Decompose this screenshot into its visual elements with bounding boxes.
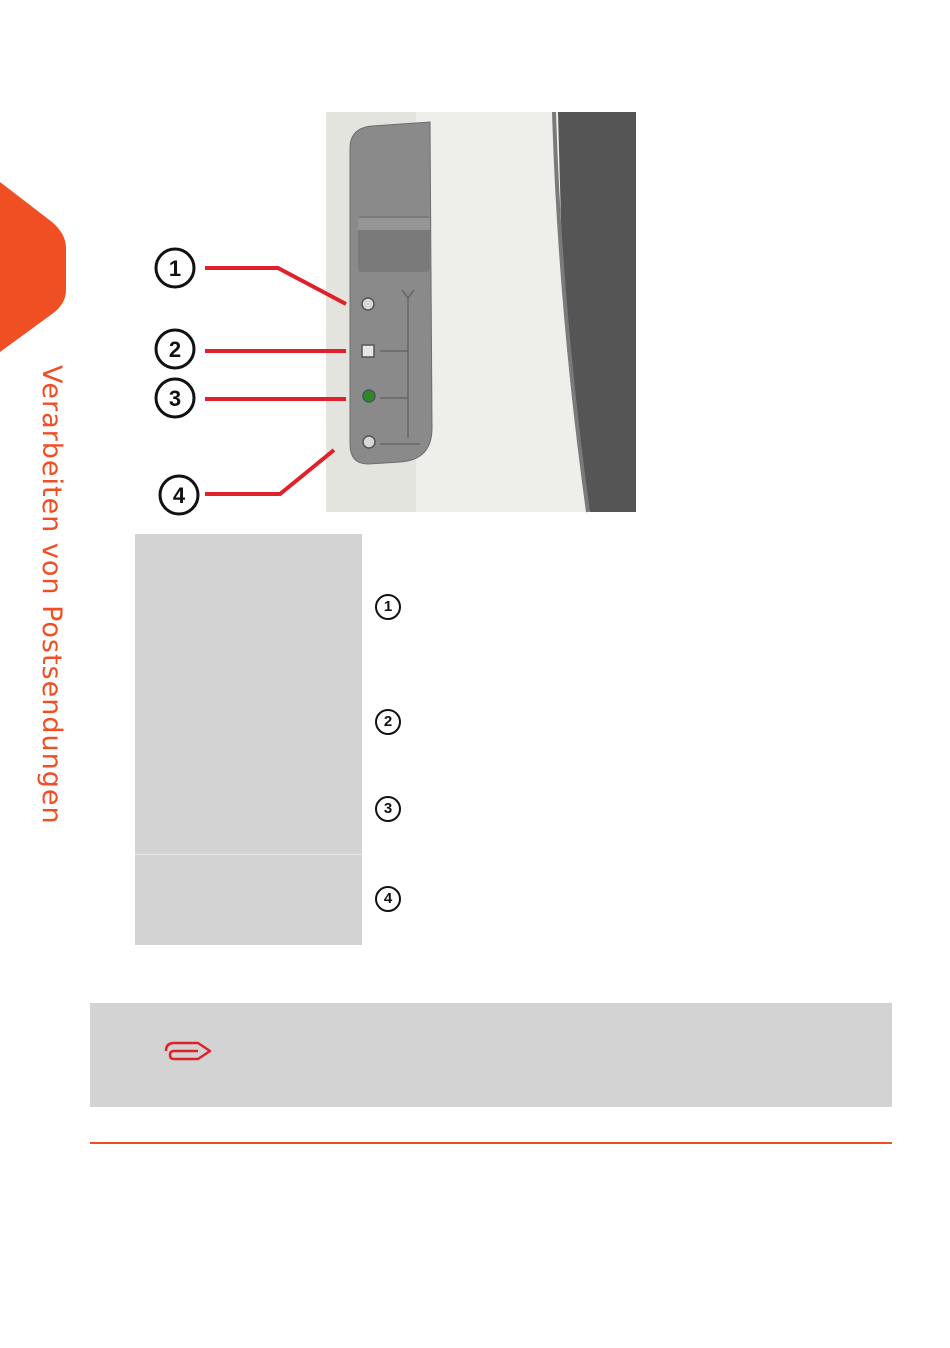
legend-number-3: 3 xyxy=(375,796,401,822)
legend-number-1: 1 xyxy=(375,594,401,620)
callout-2 xyxy=(156,330,194,368)
led-1 xyxy=(362,298,374,310)
legend-table-label-cell-2 xyxy=(135,854,362,945)
led-4 xyxy=(363,436,375,448)
callout-3 xyxy=(156,379,194,417)
callout-2-label: 2 xyxy=(168,337,182,362)
footer-divider xyxy=(90,1142,892,1144)
legend-number-4: 4 xyxy=(375,886,401,912)
callout-3-label: 3 xyxy=(168,386,182,411)
section-title-vertical: Verarbeiten von Postsendungen xyxy=(36,365,67,825)
device-control-panel-figure xyxy=(150,108,640,518)
legend-number-2: 2 xyxy=(375,709,401,735)
callout-1 xyxy=(156,249,194,287)
legend-table-label-cell-1 xyxy=(135,534,362,854)
callout-4-label: 4 xyxy=(172,483,186,508)
callout-1-label: 1 xyxy=(168,256,182,281)
led-3-green xyxy=(363,390,375,402)
led-2 xyxy=(362,345,374,357)
leader-line-4 xyxy=(205,450,334,494)
note-box xyxy=(90,1003,892,1107)
section-tab-marker xyxy=(0,182,70,352)
control-panel xyxy=(350,122,432,464)
callout-4 xyxy=(160,476,198,514)
leader-line-1 xyxy=(205,268,346,304)
paperclip-icon xyxy=(162,1039,214,1063)
